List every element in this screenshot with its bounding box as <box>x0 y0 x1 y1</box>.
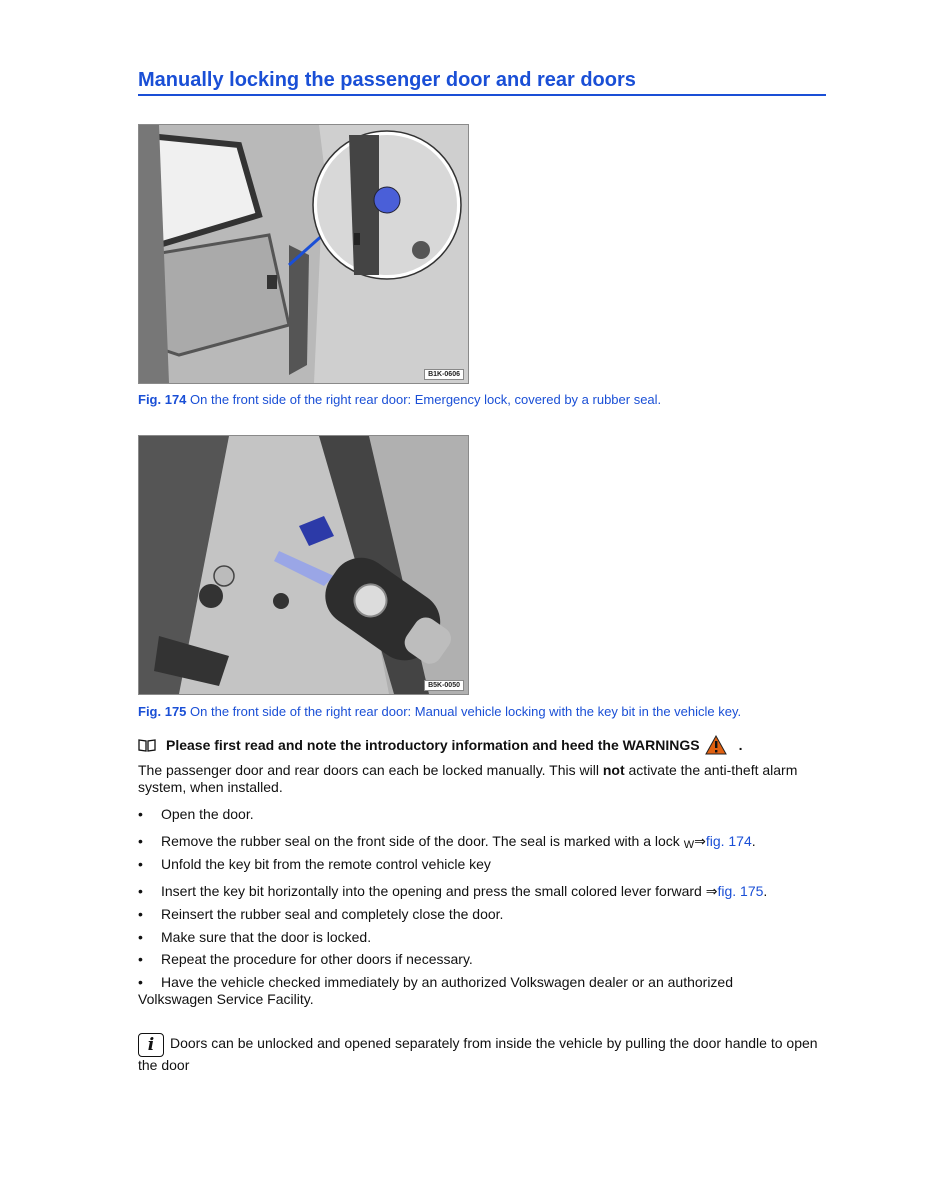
caption-text: On the front side of the right rear door: Manual vehicle locking with the key bit in the vehicle key. <box>186 704 742 719</box>
figure-175-caption <box>138 704 741 719</box>
list-item-text: Have the vehicle checked immediately by an authorized Volkswagen dealer or an authorized Volkswagen Service Facility. <box>138 974 734 1007</box>
figure-175-image <box>138 435 469 695</box>
read-note-period: . <box>738 737 743 753</box>
bullet-dot: • <box>138 951 143 967</box>
bullet-dot: • <box>138 833 143 849</box>
warning-icon <box>705 735 727 755</box>
caption-text: On the front side of the right rear door: Emergency lock, covered by a rubber seal. <box>186 392 662 407</box>
list-item-text: Reinsert the rubber seal and completely close the door. <box>161 906 504 922</box>
reference-arrow: ⇒ <box>694 833 706 849</box>
bullet-dot: • <box>138 856 143 872</box>
list-item-body: Remove the rubber seal on the front side of the door. The seal is marked with a lock <box>161 833 684 849</box>
caption-label: Fig. 175 <box>138 704 187 719</box>
list-item-body: Insert the key bit horizontally into the opening and press the small colored lever forward <box>161 883 706 899</box>
figure-code: B5K-0050 <box>424 680 464 691</box>
bullet-dot: • <box>138 806 143 822</box>
intro-text-end: activate the anti-theft alarm system, when installed. <box>138 762 798 795</box>
bullet-dot: • <box>138 974 143 990</box>
list-item-text: Make sure that the door is locked. <box>161 929 372 945</box>
figure-174-image <box>138 124 469 384</box>
list-item-text: Open the door. <box>161 806 254 822</box>
info-icon: i <box>138 1033 164 1057</box>
list-item <box>138 974 828 1008</box>
reference-arrow: ⇒ <box>705 883 718 899</box>
info-note <box>138 1033 828 1074</box>
list-item-text: Unfold the key bit from the remote control vehicle key <box>161 856 491 872</box>
info-note-text: Doors can be unlocked and opened separately from inside the vehicle by pulling the door handle to open the door <box>138 1035 818 1073</box>
bullet-dot: • <box>138 929 143 945</box>
caption-label: Fig. 174 <box>138 392 187 407</box>
list-item-end: . <box>763 883 768 899</box>
list-item-end: . <box>751 833 756 849</box>
bullet-dot: • <box>138 883 143 899</box>
bullet-dot: • <box>138 906 143 922</box>
figure-174-caption <box>138 392 661 407</box>
figure-175-link[interactable]: fig. 175 <box>717 883 764 899</box>
read-note-heading <box>138 735 743 755</box>
list-item-text <box>161 883 828 900</box>
figure-174-link[interactable]: fig. 174 <box>705 833 752 849</box>
intro-text-start: The passenger door and rear doors can each be locked manually. This will <box>138 762 603 778</box>
book-icon <box>138 738 156 752</box>
read-note-text: Please first read and note the introductory information and heed the WARNINGS <box>166 737 700 753</box>
lock-symbol: W <box>683 839 695 851</box>
list-item-text: Repeat the procedure for other doors if necessary. <box>161 951 473 967</box>
list-item-text <box>161 833 828 854</box>
figure-code: B1K-0606 <box>424 369 464 380</box>
page-title: Manually locking the passenger door and rear doors <box>138 68 826 96</box>
intro-text-bold: not <box>602 762 625 778</box>
intro-paragraph <box>138 762 828 796</box>
